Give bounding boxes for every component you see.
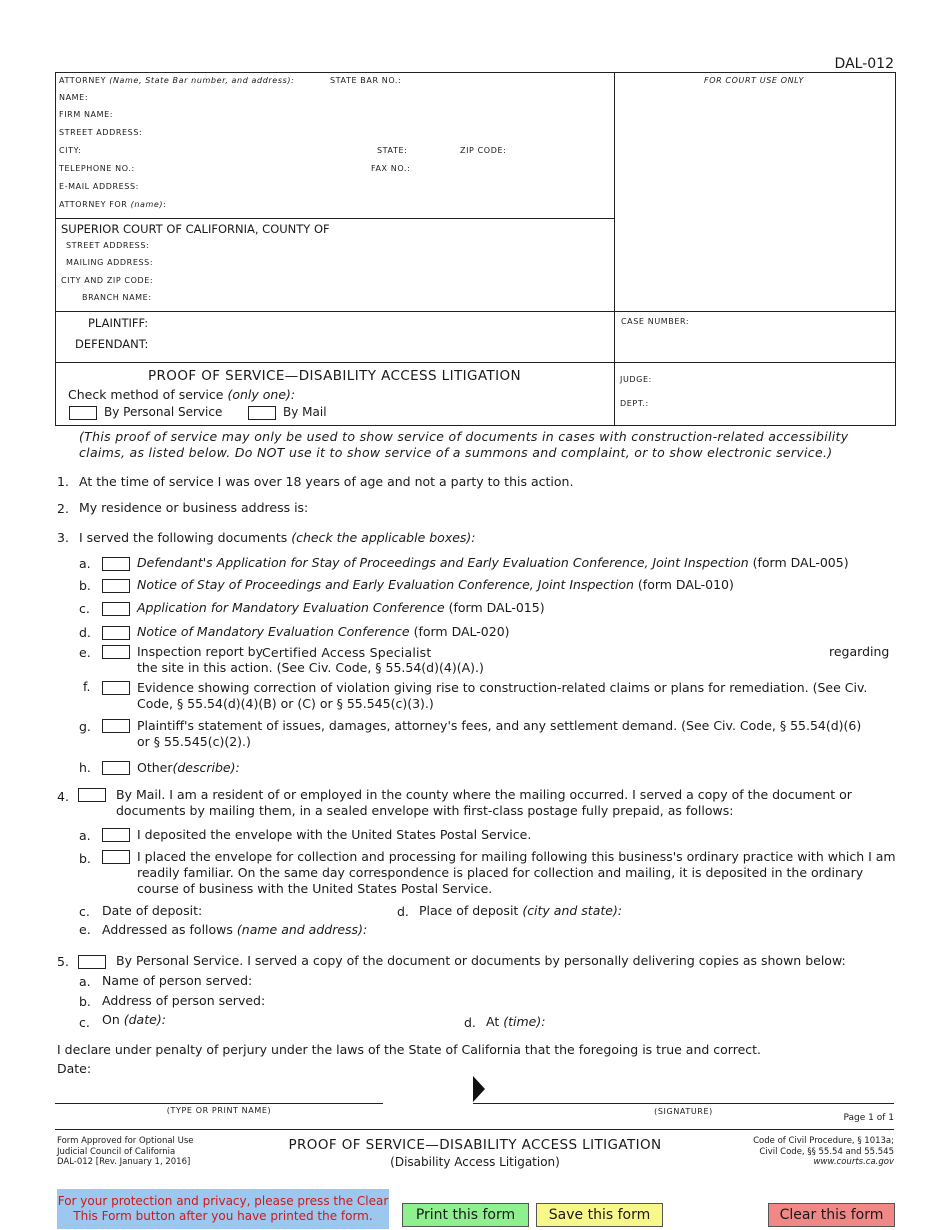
email-label: E-MAIL ADDRESS: [59,182,139,191]
item-2-number: 2. [57,501,69,516]
item-4e-letter: e. [79,922,91,937]
court-use-box [614,72,896,313]
deposit-date-label: Date of deposit: [102,903,203,918]
attorney-box [55,72,616,220]
item-3c-checkbox[interactable] [102,602,130,616]
item-5a-letter: a. [79,974,91,989]
item-4-checkbox[interactable] [78,788,106,802]
attorney-label: ATTORNEY (Name, State Bar number, and address): [59,76,295,85]
item-4b-letter: b. [79,851,91,866]
item-5-text: By Personal Service. I served a copy of the document or documents by personally delivering copies as shown below: [116,953,846,968]
page-number: Page 1 of 1 [843,1113,894,1123]
item-3h-text: Other(describe): [137,760,240,775]
city-label: CITY: [59,146,82,155]
date-label: Date: [57,1061,92,1076]
item-3b-text: Notice of Stay of Proceedings and Early Evaluation Conference, Joint Inspection (form DAL-010) [137,577,734,592]
item-3c-letter: c. [79,601,90,616]
defendant-label: DEFENDANT: [75,337,149,351]
item-4c-letter: c. [79,904,90,919]
item-5-checkbox[interactable] [78,955,106,969]
clear-button[interactable]: Clear this form [768,1203,895,1227]
judge-box [614,362,896,426]
street-label: STREET ADDRESS: [59,128,143,137]
form-id: DAL-012 [834,56,894,72]
inspector-type-field[interactable]: Certified Access Specialist [262,645,432,660]
by-mail-label: By Mail [283,405,327,419]
approval-line-3: DAL-012 [Rev. January 1, 2016] [57,1157,191,1167]
phone-label: TELEPHONE NO.: [59,164,135,173]
item-5-number: 5. [57,954,69,969]
zip-label: ZIP CODE: [460,146,507,155]
footer-title: PROOF OF SERVICE—DISABILITY ACCESS LITIGATION [288,1137,662,1153]
addressed-label: Addressed as follows (name and address): [102,922,368,937]
item-3d-letter: d. [79,625,91,640]
code-line-2: Civil Code, §§ 55.54 and 55.545 [759,1146,894,1157]
item-5d-letter: d. [464,1015,476,1030]
item-3b-letter: b. [79,578,91,593]
item-3g-text: Plaintiff's statement of issues, damages, attorney's fees, and any settlement demand. (See Civ. Code, § 55.54(d)(6) or § 55.545(c)(2).) [137,718,862,749]
item-4d-letter: d. [397,904,409,919]
item-4a-letter: a. [79,828,91,843]
approval-line-2: Judicial Council of California [57,1146,176,1157]
item-3e-regarding: regarding [829,644,890,659]
item-3f-checkbox[interactable] [102,681,130,695]
code-line-1: Code of Civil Procedure, § 1013a; [753,1136,894,1146]
name-label: NAME: [59,93,89,102]
signature-label: (SIGNATURE) [654,1107,713,1116]
item-4-number: 4. [57,789,69,804]
item-3e-text: Inspection report by [137,644,264,659]
plaintiff-label: PLAINTIFF: [88,316,149,330]
item-3d-checkbox[interactable] [102,626,130,640]
by-personal-label: By Personal Service [104,405,223,419]
item-3f-letter: f. [83,679,91,694]
dept-label: DEPT.: [620,399,649,408]
name-line [55,1103,383,1104]
item-3a-checkbox[interactable] [102,557,130,571]
item-3-number: 3. [57,530,69,545]
personal-service-checkbox[interactable] [69,406,97,420]
court-street: STREET ADDRESS: [66,241,150,250]
fax-label: FAX NO.: [371,164,411,173]
signature-line [473,1103,894,1104]
item-1-number: 1. [57,474,69,489]
form-title: PROOF OF SERVICE—DISABILITY ACCESS LITIGATION [147,368,522,384]
item-3g-letter: g. [79,719,91,734]
item-3e-letter: e. [79,645,91,660]
item-3h-letter: h. [79,760,91,775]
code-block [753,1136,894,1168]
court-cityzip: CITY AND ZIP CODE: [61,276,154,285]
item-3a-text: Defendant's Application for Stay of Proceedings and Early Evaluation Conference, Joint Inspection (form DAL-005) [137,555,849,570]
footer-divider [55,1129,894,1130]
judge-label: JUDGE: [620,375,652,384]
item-4b-checkbox[interactable] [102,850,130,864]
case-number-label: CASE NUMBER: [621,317,690,326]
item-5c-letter: c. [79,1015,90,1030]
court-branch: BRANCH NAME: [82,293,152,302]
served-date-label: On (date): [102,1012,166,1027]
item-3f-text: Evidence showing correction of violation giving rise to construction-related claims or plans for remediation. (See Civ. Code, § 55.54(d)(4)(B) or (C) or § 55.545(c)(3).) [137,680,868,711]
served-time-label: At (time): [486,1014,546,1029]
save-button[interactable]: Save this form [536,1203,663,1227]
approval-block [57,1136,194,1168]
person-served-label: Name of person served: [102,973,253,988]
declaration: I declare under penalty of perjury under the laws of the State of California that the foregoing is true and correct. [57,1042,762,1057]
item-3d-text: Notice of Mandatory Evaluation Conference (form DAL-020) [137,624,510,639]
item-4b-text: I placed the envelope for collection and processing for mailing following this business's ordinary practice with which I am readily familiar. On the same day correspondence is placed for collection and mailing, it is deposited in the ordinary course of business with the United States Postal Service. [137,849,896,896]
signature-arrow-icon [472,1075,486,1103]
court-mailing: MAILING ADDRESS: [66,258,154,267]
item-5b-letter: b. [79,994,91,1009]
address-served-label: Address of person served: [102,993,266,1008]
courts-link[interactable]: www.courts.ca.gov [813,1157,894,1167]
print-button[interactable]: Print this form [402,1203,529,1227]
deposit-place-label: Place of deposit (city and state): [419,903,623,918]
attorney-for-label: ATTORNEY FOR (name): [59,200,167,209]
item-3-text: I served the following documents (check the applicable boxes): [79,530,476,545]
court-title: SUPERIOR COURT OF CALIFORNIA, COUNTY OF [61,222,330,236]
check-method: Check method of service (only one): [68,387,296,402]
item-1-text: At the time of service I was over 18 years of age and not a party to this action. [79,474,574,489]
item-4-text: By Mail. I am a resident of or employed in the county where the mailing occurred. I served a copy of the document or documents by mailing them, in a sealed envelope with first-class postage fully prepaid, as follows: [116,787,852,818]
notice: (This proof of service may only be used to show service of documents in cases with construction-related accessibility claims, as listed below. Do NOT use it to show service of a summons and complaint, or to show electronic service.) [79,429,849,460]
item-3a-letter: a. [79,556,91,571]
item-3e-checkbox[interactable] [102,645,130,659]
item-3g-checkbox[interactable] [102,719,130,733]
court-use-label: FOR COURT USE ONLY [704,76,804,85]
item-3c-text: Application for Mandatory Evaluation Conference (form DAL-015) [137,600,545,615]
item-2-text: My residence or business address is: [79,500,309,515]
state-label: STATE: [377,146,408,155]
item-4a-text: I deposited the envelope with the United States Postal Service. [137,827,532,842]
state-bar-label: STATE BAR NO.: [330,76,402,85]
mail-checkbox[interactable] [248,406,276,420]
firm-label: FIRM NAME: [59,110,114,119]
item-4a-checkbox[interactable] [102,828,130,842]
approval-line-1: Form Approved for Optional Use [57,1136,194,1146]
footer-subtitle: (Disability Access Litigation) [390,1155,560,1169]
item-3h-checkbox[interactable] [102,761,130,775]
privacy-notice: For your protection and privacy, please press the Clear This Form button after you have printed the form. [57,1189,389,1229]
item-3b-checkbox[interactable] [102,579,130,593]
item-3e-text-2: the site in this action. (See Civ. Code, § 55.54(d)(4)(A).) [137,660,484,675]
type-name-label: (TYPE OR PRINT NAME) [166,1106,272,1115]
